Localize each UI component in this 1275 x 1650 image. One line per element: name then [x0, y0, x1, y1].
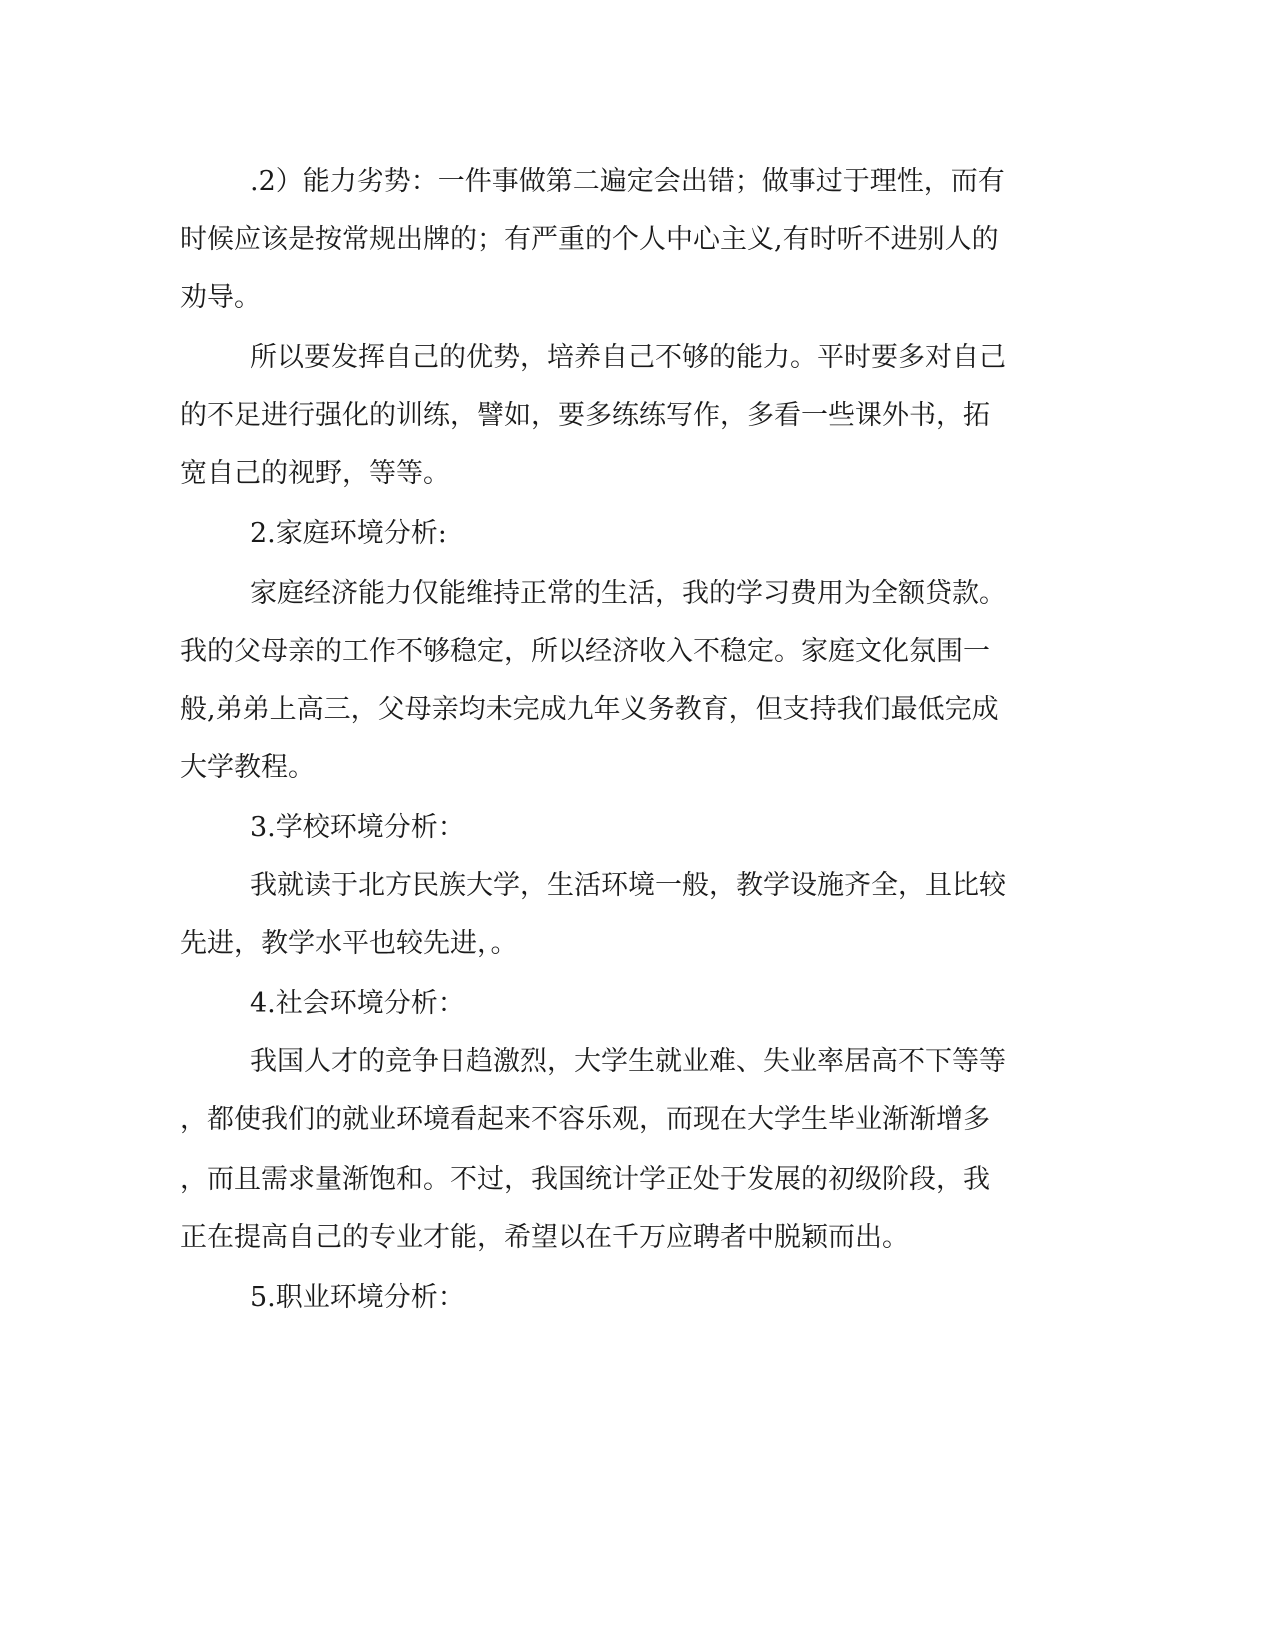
text-line: 我国人才的竞争日趋激烈，大学生就业难、失业率居高不下等等 [250, 1046, 1006, 1077]
text-line: ，都使我们的就业环境看起来不容乐观，而现在大学生毕业渐渐增多 [180, 1104, 990, 1135]
text-line: 我的父母亲的工作不够稳定，所以经济收入不稳定。家庭文化氛围一 [180, 636, 990, 667]
text-line: ，而且需求量渐饱和。不过，我国统计学正处于发展的初级阶段，我 [180, 1164, 990, 1195]
text-line: 家庭经济能力仅能维持正常的生活，我的学习费用为全额贷款。 [250, 578, 1006, 609]
text-line: 我就读于北方民族大学，生活环境一般，教学设施齐全，且比较 [250, 870, 1006, 901]
text-line: 先进，教学水平也较先进，。 [180, 928, 518, 959]
section-heading: 3.学校环境分析： [250, 812, 465, 843]
text-line: 的不足进行强化的训练，譬如，要多练练写作，多看一些课外书，拓 [180, 400, 990, 431]
text-line: 劝导。 [180, 282, 261, 313]
text-line: .2）能力劣势：一件事做第二遍定会出错；做事过于理性，而有 [250, 166, 1005, 197]
section-heading: 4.社会环境分析： [250, 988, 465, 1019]
text-line: 大学教程。 [180, 752, 315, 783]
text-line: 正在提高自己的专业才能，希望以在千万应聘者中脱颖而出。 [180, 1222, 909, 1253]
section-heading: 2.家庭环境分析: [250, 518, 447, 549]
text-line: 时候应该是按常规出牌的；有严重的个人中心主义,有时听不进别人的 [180, 224, 999, 255]
text-line: 所以要发挥自己的优势，培养自己不够的能力。平时要多对自己 [250, 342, 1006, 373]
section-heading: 5.职业环境分析： [250, 1282, 465, 1313]
text-line: 宽自己的视野，等等。 [180, 458, 450, 489]
text-line: 般,弟弟上高三，父母亲均未完成九年义务教育，但支持我们最低完成 [180, 694, 999, 725]
